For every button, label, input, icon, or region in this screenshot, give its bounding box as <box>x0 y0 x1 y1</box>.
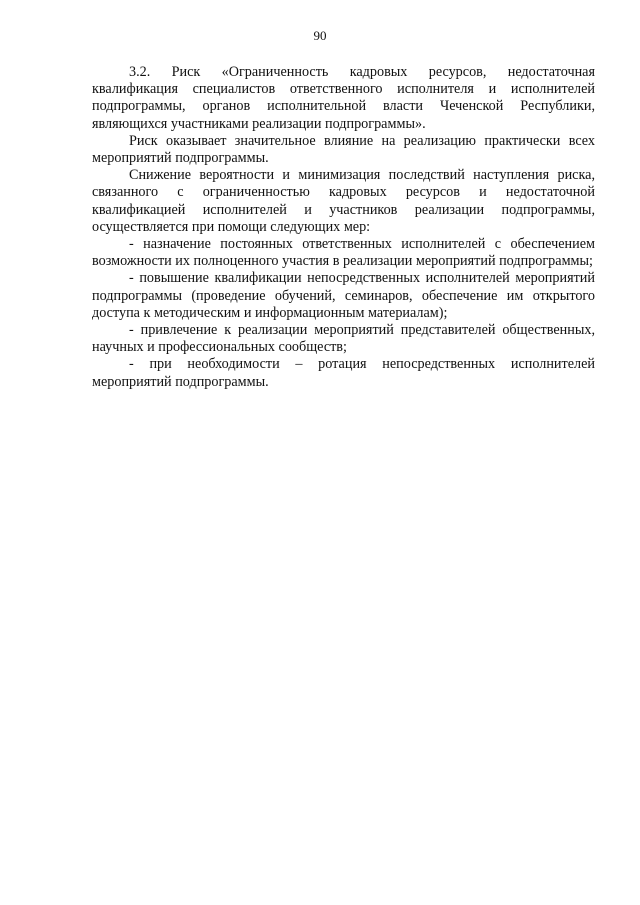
list-item-rotation: - при необходимости – ротация непосредственных исполнителей мероприятий подпрограммы. <box>92 356 595 390</box>
list-item-qualification: - повышение квалификации непосредственных исполнителей мероприятий подпрограммы (проведение обучений, семинаров, обеспечение им открытого доступа к методическим и информационным материалам); <box>92 270 595 321</box>
paragraph-risk-mitigation-intro: Снижение вероятности и минимизация последствий наступления риска, связанного с ограниченностью кадровых ресурсов и недостаточной квалификацией исполнителей и участников реализации подпрограммы, осуществляется при помощи следующих мер: <box>92 167 595 235</box>
paragraph-risk-title: 3.2. Риск «Ограниченность кадровых ресурсов, недостаточная квалификация специалистов ответственного исполнителя и исполнителей подпрограммы, органов исполнительной власти Чеченской Республики, являющихся участниками реализации подпрограммы». <box>92 64 595 132</box>
list-item-appoint-executors: - назначение постоянных ответственных исполнителей с обеспечением возможности их полноценного участия в реализации мероприятий подпрограммы; <box>92 236 595 270</box>
page-number: 90 <box>313 28 327 43</box>
document-body <box>92 64 595 391</box>
list-item-involve-communities: - привлечение к реализации мероприятий представителей общественных, научных и профессиональных сообществ; <box>92 322 595 356</box>
paragraph-risk-impact: Риск оказывает значительное влияние на реализацию практически всех мероприятий подпрограммы. <box>92 132 595 167</box>
